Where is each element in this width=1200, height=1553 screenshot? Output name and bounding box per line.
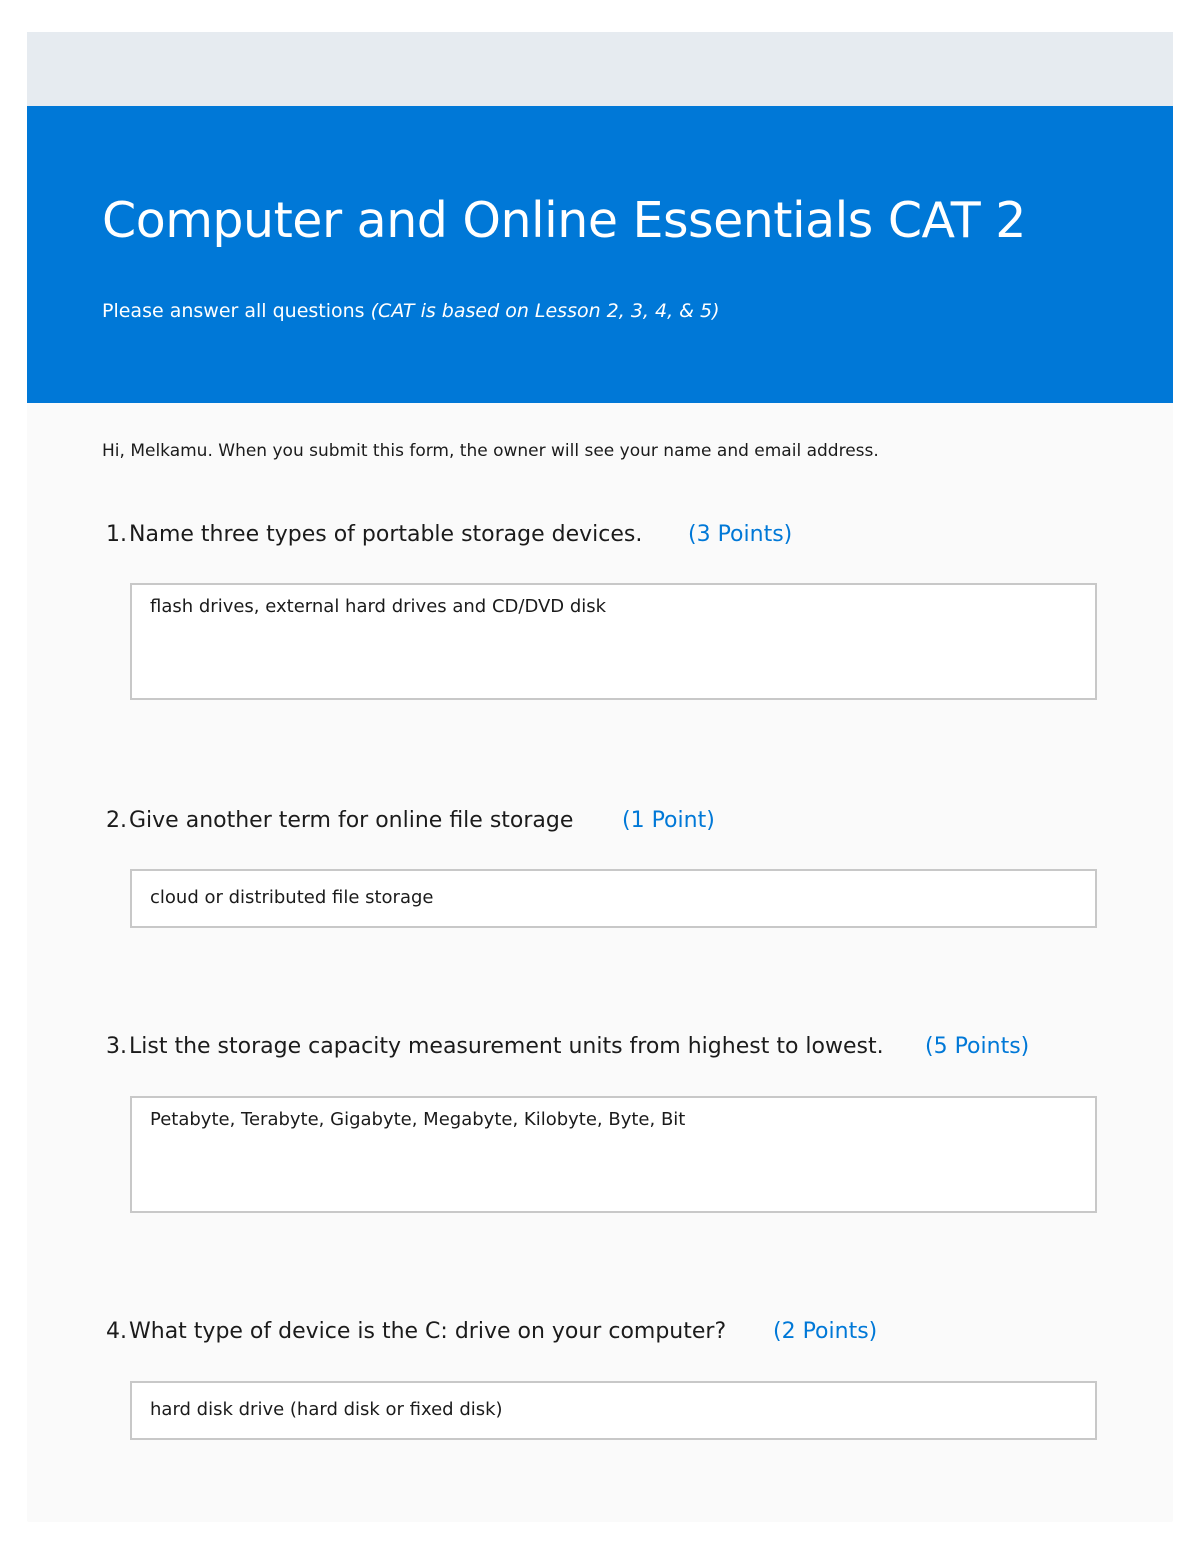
question-text: What type of device is the C: drive on your computer?	[129, 1319, 727, 1344]
form-description	[102, 300, 720, 322]
question-points: (1 Point)	[622, 808, 715, 833]
answer-input[interactable]: cloud or distributed file storage	[130, 869, 1097, 928]
form-header	[27, 106, 1173, 403]
question-text: List the storage capacity measurement units from highest to lowest.	[129, 1034, 884, 1059]
answer-input[interactable]: hard disk drive (hard disk or fixed disk)	[130, 1381, 1097, 1440]
question-title	[106, 522, 642, 547]
question-number: 4.	[106, 1319, 127, 1344]
question-title	[106, 1319, 726, 1344]
question-number: 3.	[106, 1034, 127, 1059]
greeting-text: Hi, Melkamu. When you submit this form, the owner will see your name and email address.	[102, 441, 879, 461]
form-title: Computer and Online Essentials CAT 2	[102, 192, 1026, 249]
question-title	[106, 808, 573, 833]
form-description-italic: (CAT is based on Lesson 2, 3, 4, & 5)	[370, 300, 720, 322]
question-text: Give another term for online file storage	[129, 808, 574, 833]
question-points: (2 Points)	[773, 1319, 878, 1344]
form-page	[27, 32, 1173, 1522]
form-description-main: Please answer all questions	[102, 300, 371, 322]
question-number: 2.	[106, 808, 127, 833]
question-number: 1.	[106, 522, 127, 547]
answer-textarea[interactable]: flash drives, external hard drives and CD/DVD disk	[130, 583, 1097, 700]
answer-textarea[interactable]: Petabyte, Terabyte, Gigabyte, Megabyte, Kilobyte, Byte, Bit	[130, 1096, 1097, 1213]
question-text: Name three types of portable storage devices.	[129, 522, 643, 547]
question-points: (3 Points)	[688, 522, 793, 547]
question-title	[106, 1034, 884, 1059]
question-points: (5 Points)	[925, 1034, 1030, 1059]
top-strip	[27, 32, 1173, 106]
